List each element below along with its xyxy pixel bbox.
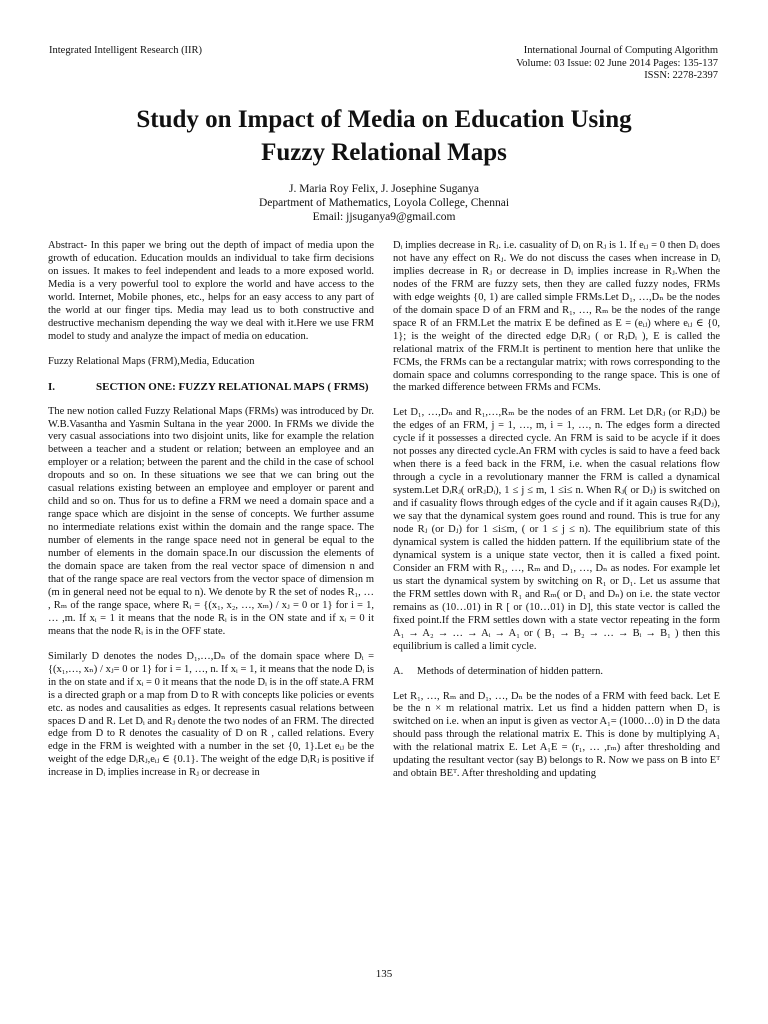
paragraph: The new notion called Fuzzy Relational Maps (FRMs) was introduced by Dr. W.B.Vasantha and Yasmin Sultana in the year 2000. In FRMs we divide the very casual associations into two disjoint units, like for example the relation between a teacher and a student or relation; between an employee and an employer or a relation; between the parent and the child in the case of school dropouts and so on. In these situations we see that we can bring out the casual relations existing between an employee and employer or parent and child and so on. Thus for us to define a FRM we need a domain space and a range space which are disjoint in the sense of concepts. We further assume no intermediate relations exist within the domain and the range space. The number of elements in the range space need not in general be equal to the number of elements in the domain space.In our discussion the elements of the domain space are taken from the real vector space of dimension n and that of the range space are real vectors from the vector space of dimension m (m in general need not be equal to n). We denote by R the set of nodes R₁, … , Rₘ of the range space, where Rᵢ = {(x₁, x₂, …, xₘ) / xⱼ = 0 or 1} for i = 1, … ,m. If xᵢ = 1 it means that the node Rᵢ is in the ON state and if xᵢ = 0 it means that the node Rᵢ is in the OFF state. <box>48 405 374 637</box>
subsection-number: A. <box>393 665 404 677</box>
journal-volume-issue: Volume: 03 Issue: 02 June 2014 Pages: 135-137 <box>516 57 718 69</box>
author-block <box>40 182 728 224</box>
section-number: I. <box>48 380 56 393</box>
paper-title <box>40 103 728 169</box>
journal-publisher: Integrated Intelligent Research (IIR) <box>49 45 203 56</box>
paragraph: Similarly D denotes the nodes D₁,…,Dₙ of the domain space where Dᵢ = {(x₁,…, xₙ) / xⱼ= 0 or 1} for i = 1, …, n. If xᵢ = 1, it means that the node Dᵢ is in the on state and if xᵢ = 0 it means that the node Dᵢ is in the off state.A FRM is a directed graph or a map from D to R with concepts like policies or events etc. as nodes and causalities as edges. It represents casual relations between spaces D and R. Let Dᵢ and Rⱼ denote the two nodes of an FRM. The directed edge from D to R denotes the casuality of D on R , called relations. Every edge in the FRM is weighted with a number in the set {0, 1}.Let eᵢⱼ be the weight of the edge DᵢRⱼ,eᵢⱼ ∈ {0.1}. The weight of the edge DᵢRⱼ is positive if increase in Dᵢ implies increase in Rⱼ or decrease in <box>48 650 374 779</box>
author-email: Email: jjsuganya9@gmail.com <box>312 211 456 223</box>
abstract: Abstract- In this paper we bring out the depth of impact of media upon the growth of education. Education moulds an individual to take firm decisions on issues. It makes to feel independent and leads to a more exposed world. Media is a very powerful tool to explore the world and have access to the world. Internet, Mobile phones, etc., helps for an easy access to any part of the world at our finger tips. Media may lead us to both constructive and destructive mechanism depending the way we deal with it.Here we use FRM model to study and analyze the impact of media on education. <box>48 240 374 342</box>
paragraph: Let D₁, …,Dₙ and R₁,…,Rₘ be the nodes of an FRM. Let DᵢRⱼ (or RⱼDᵢ) be the edges of an FRM, j = 1, …, m, i = 1, …, n. The edges form a directed cycle if it possesses a directed cycle. An FRM is said to be acycle if it does not posses any directed cycle.An FRM with cycles is said to have a feed back when there is a feed back in the FRM, i.e. when the casual relations flow through a cycle in a revolutionary manner the FRM is called a dynamical system.Let DᵢRⱼ( orRⱼDᵢ), 1 ≤ j ≤ m, 1 ≤i≤ n. When Rⱼ( or Dⱼ) is switched on and if casuality flows through edges of the cycle and if it again causes Rⱼ(Dⱼ), we say that the dynamical system goes round and round. This is true for any node Rⱼ (or Dⱼ) for 1 ≤i≤m, ( or 1 ≤ j ≤ n). The equilibrium state of this dynamical system is called the hidden pattern. If the equilibrium state of the dynamical system is a unique state vector, then it is called a fixed point. Consider an FRM with R₁, …, Rₘ and D₁, …, Dₙ as nodes. For example let us start the dynamical system by switching on R₁ or D₁. Let us assume that the FRM settles down with R₁ and Rₘ( or D₁ and Dₙ) on i.e. the state vector remains as (10…01) in R [ or (10…01) in D], this state vector is called the fixed point.If the FRM settles down with a state vector repeating in the form A₁ → A₂ → … → Aᵢ → A₁ or ( B₁ → B₂ → … → Bᵢ → B₁ ) then this equilibrium is called a limit cycle. <box>393 407 720 652</box>
paragraph: Let R₁, …, Rₘ and D₁, …, Dₙ be the nodes of a FRM with feed back. Let E be the n × m relational matrix. Let us find a hidden pattern when D₁ is switched on i.e. when an input is given as vector A₁= (1000…0) in D the data should pass through the relational matrix E. This is done by multiplying A₁ with the relational matrix E. Let A₁E = (r₁, … ,rₘ) after thresholding and updating the resultant vector (say B) belongs to R. Now we pass on B into Eᵀ and obtain BEᵀ. After thresholding and updating <box>393 690 720 780</box>
paper-title-line-1: Study on Impact of Media on Education Using <box>136 106 632 133</box>
author-affiliation: Department of Mathematics, Loyola College, Chennai <box>258 197 510 209</box>
section-heading <box>48 381 374 394</box>
right-column <box>393 240 720 793</box>
section-title: SECTION ONE: FUZZY RELATIONAL MAPS ( FRMS) <box>96 380 369 393</box>
paper-title-line-2: Fuzzy Relational Maps <box>261 139 507 166</box>
keywords: Fuzzy Relational Maps (FRM),Media, Education <box>48 355 255 367</box>
subsection-title: Methods of determination of hidden pattern. <box>417 665 604 677</box>
running-header-left <box>49 45 202 58</box>
journal-issn: ISSN: 2278-2397 <box>644 70 718 81</box>
left-column <box>48 240 374 792</box>
running-header-right <box>516 45 718 83</box>
author-names: J. Maria Roy Felix, J. Josephine Suganya <box>288 183 480 195</box>
paragraph: Dᵢ implies decrease in Rⱼ. i.e. casuality of Dᵢ on Rⱼ is 1. If eᵢⱼ = 0 then Dᵢ does not have any effect on Rⱼ. We do not discuss the cases when increase in Dᵢ implies decrease in Rⱼ or decrease in Dᵢ implies increase in Rⱼ.When the nodes of the FRM are fuzzy sets, then they are called fuzzy nodes, FRMs with edge weights {0, 1) are called simple FRMs.Let D₁, …,Dₙ be the nodes of the domain space D of an FRM and R₁, …, Rₘ be the nodes of the range space R of an FRM.Let the matrix E be defined as E = (eᵢⱼ) where eᵢⱼ ∈ {0, 1}; is the weight of the directed edge DᵢRⱼ ( or RⱼDᵢ ), E is called the relational matrix of the FRM.It is pertinent to mention here that unlike the FCMs, the FRMs can be a rectangular matrix; with rows corresponding to the domain space and columns corresponding to the range space. This is one of the marked difference between FRMs and FCMs. <box>393 240 720 394</box>
subsection-heading <box>393 666 720 679</box>
journal-name: International Journal of Computing Algorithm <box>523 45 718 56</box>
page-number: 135 <box>375 968 393 980</box>
